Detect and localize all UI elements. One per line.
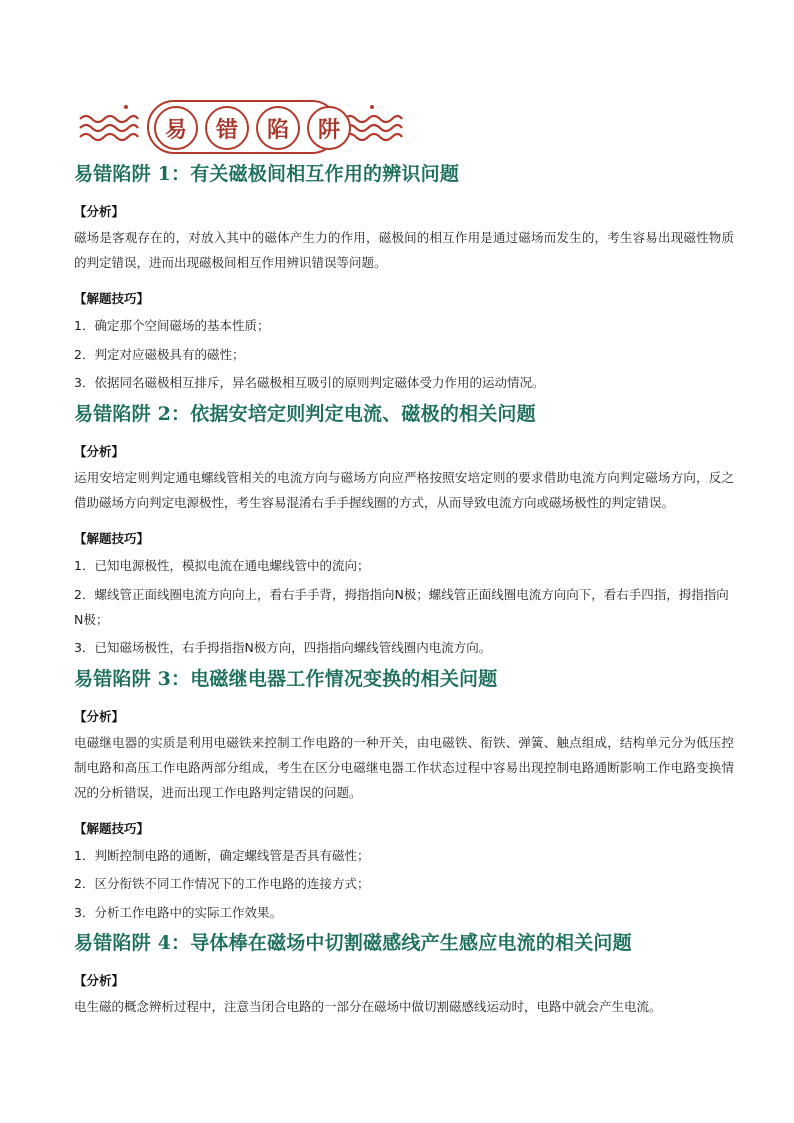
analysis-label: 【分析】 [74,708,125,724]
analysis-label: 【分析】 [74,973,125,988]
document-content [74,160,734,1021]
tips-label: 【解题技巧】 [74,530,150,546]
banner-char: 陷 [256,106,300,150]
title-banner [76,97,406,159]
tip-item: 3．依据同名磁极相互排斥，异名磁极相互吸引的原则判定磁体受力作用的运动情况。 [74,375,545,390]
tip-item: 2．判定对应磁极具有的磁性； [74,346,245,362]
analysis-text: 电生磁的概念辨析过程中，注意当闭合电路的一部分在磁场中做切割磁感线运动时，电路中就会产生电流。 [74,999,662,1014]
tip-item: 1．已知电源极性，模拟电流在通电螺线管中的流向； [74,557,370,573]
section-title: 易错陷阱 1：有关磁极间相互作用的辨识问题 [74,163,460,185]
tips-label: 【解题技巧】 [74,820,150,836]
tips-list [74,842,734,928]
section-title: 易错陷阱 4：导体棒在磁场中切割磁感线产生感应电流的相关问题 [74,932,632,954]
section-trap-2 [74,400,734,663]
analysis-text: 运用安培定则判定通电螺线管相关的电流方向与磁场方向应严格按照安培定则的要求借助电流方向判定磁场方向，反之借助磁场方向判定电源极性，考生容易混淆右手手握线圈的方式，从而导致电流方向或磁场极性的判定错误。 [74,469,734,510]
tip-item: 2．区分衔铁不同工作情况下的工作电路的连接方式； [74,876,370,891]
section-trap-4 [74,929,734,1019]
tip-item: 1．判断控制电路的通断，确定螺线管是否具有磁性； [74,847,370,863]
tip-item: 3．分析工作电路中的实际工作效果。 [74,904,282,920]
analysis-label: 【分析】 [74,204,125,219]
tip-item: 1．确定那个空间磁场的基本性质； [74,318,270,333]
tip-item: 3．已知磁场极性，右手拇指指N极方向，四指指向螺线管线圈内电流方向。 [74,640,492,655]
banner-char: 阱 [307,106,351,150]
section-trap-3 [74,665,734,928]
analysis-text: 磁场是客观存在的，对放入其中的磁体产生力的作用，磁极间的相互作用是通过磁场而发生的，考生容易出现磁性物质的判定错误，进而出现磁极间相互作用辨识错误等问题。 [74,230,734,270]
tips-list [74,312,734,398]
analysis-label: 【分析】 [74,443,125,459]
tips-list [74,552,734,663]
section-title: 易错陷阱 3：电磁继电器工作情况变换的相关问题 [74,667,498,690]
section-trap-1 [74,160,734,398]
analysis-text: 电磁继电器的实质是利用电磁铁来控制工作电路的一种开关，由电磁铁、衔铁、弹簧、触点组成，结构单元分为低压控制电路和高压工作电路两部分组成，考生在区分电磁继电器工作状态过程中容易出现控制电路通断影响工作电路变换情况的分析错误，进而出现工作电路判定错误的问题。 [74,734,734,800]
tips-label: 【解题技巧】 [74,291,150,306]
section-title: 易错陷阱 2：依据安培定则判定电流、磁极的相关问题 [74,402,536,425]
banner-char: 错 [205,106,249,150]
banner-char: 易 [154,106,198,150]
tip-item: 2．螺线管正面线圈电流方向向上，看右手手背，拇指指向N极；螺线管正面线圈电流方向向下，看右手四指，拇指指向N极； [74,587,729,627]
